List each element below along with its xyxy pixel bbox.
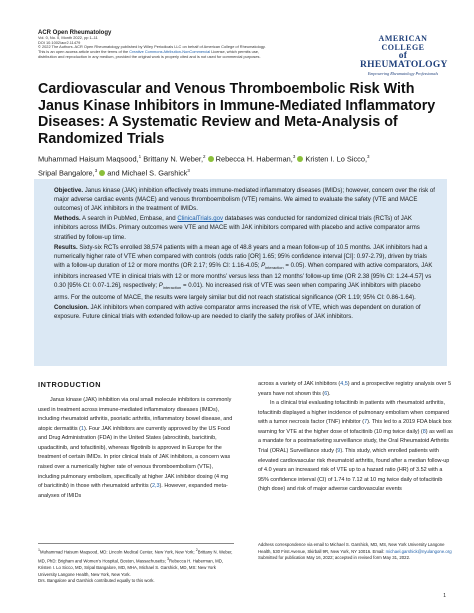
citation-link[interactable]: 1 [80, 425, 84, 432]
correspondence-text [258, 542, 454, 555]
affiliation-marker: 1 [138, 154, 142, 159]
affiliation-entry: Rebecca H. Haberman, MD, Kristen I. Lo Sicco, MD, Sripal Bangalore, MD, MHA, Michael S. Garshick, MD, MS: New York University Langone Health, New York, New York. [38, 558, 224, 577]
affiliation-marker: 2 [195, 548, 198, 552]
abstract-conclusion [44, 303, 437, 321]
author-name: Sripal Bangalore, [38, 168, 95, 178]
journal-doi: DOI 10.1002/acr2.11479 [38, 39, 81, 45]
abstract-text: databases was conducted for randomized clinical trials (RCTs) of JAK inhibitors across IMIDs. Primary outcomes were VTE and MACE with JAK inhibitors compared with placebo and active comparator arms stratified by follow-up time. [54, 215, 420, 241]
body-text: ) as well as a mandate for a postmarketing surveillance study, the Oral Rheumatoid Arthritis Trial (ORAL) Surveillance study ( [258, 428, 453, 455]
author-line-2 [38, 165, 458, 179]
email-link[interactable]: michael.garshick@nyulangone.org [385, 548, 452, 554]
affiliation-marker: 1 [38, 548, 40, 552]
affiliation-marker: 3 [94, 167, 98, 173]
journal-volume: Vol. 0, No. 0, Month 2022, pp 1–11 [38, 35, 98, 40]
affiliation-entry: Muhammad Haisum Maqsood, MD: Lincoln Medical Center, New York, New York; [40, 549, 196, 555]
body-text: ). Four JAK inhibitors are currently approved by the US Food and Drug Administration (FDA) in the United States (abrocitinib, baricitinib, upadacitinib, and tofacitinib), whereas filgotinib is approved in Europe for the treatment of certain IMIDs. In prior clinical trials of JAK inhibitors, a concern was raised over a numerically higher rate of venous thromboembolism (VTE), including pulmonary embolism, specifically at higher JAK inhibitor dosing (4 mg of baricitinib) in those with rheumatoid arthritis ( [38, 425, 231, 490]
page-number: 1 [443, 593, 446, 599]
abstract-heading: Results. [54, 243, 78, 251]
abstract-text: Sixty-six RCTs enrolled 38,574 patients with a mean age of 48.8 years and a mean follow-up of 10.5 months. JAK inhibitors had a numerically higher rate of VTE when compared with controls (odds ratio [OR] 1.65; 95% confidence interval [CI]: 0.97-2.79), driven by trials with a follow-up duration of 12 or more months (OR 2.17; 95% CI: 1.16-4.05; [54, 243, 428, 269]
article-title: Cardiovascular and Venous Thromboembolic Risk With Janus Kinase Inhibitors in Immune-Mediated Inflammatory Diseases: A Systematic Review and Meta-Analysis of Randomized Trials [38, 81, 436, 147]
journal-name: ACR Open Rheumatology [38, 30, 112, 36]
intro-paragraph [258, 399, 454, 495]
license-line-2: distribution and reproduction in any medium, provided the original work is properly cited and is not used for commercial purposes. [38, 53, 261, 59]
citation-link[interactable]: 2,3 [151, 483, 160, 490]
affiliation-marker: 2 [203, 154, 206, 159]
body-text: across a variety of JAK inhibitors ( [258, 381, 341, 387]
copyright-line: © 2022 The Authors. ACR Open Rheumatology published by Wiley Periodicals LLC on behalf of American College of Rheumatology. [38, 44, 266, 50]
affiliation-marker: 3 [292, 154, 296, 159]
affiliation-marker: 3 [367, 154, 370, 159]
correspondence-address: Address correspondence via email to Michael S. Garshick, MD, MS, New York University Langone Health, 530 First Avenue, Skirball 9R, New York, NY 10016. Email: [258, 542, 445, 554]
section-heading: INTRODUCTION [38, 380, 102, 389]
intro-paragraph [258, 380, 454, 399]
citation-link[interactable]: 6 [324, 390, 328, 397]
license-text: License, which permits use, [210, 49, 260, 55]
body-text: ) and a prospective registry analysis over 5 years have not shown this ( [258, 381, 452, 397]
body-text: Janus kinase (JAK) inhibition via oral small molecule inhibitors is commonly used in treatment across immune-mediated inflammatory diseases (IMIDs), including rheumatoid arthritis, psoriatic arthritis, inflammatory bowel disease, and atopic dermatitis ( [38, 397, 233, 432]
correspondence-footnote [258, 542, 454, 562]
abstract-heading: Conclusion. [54, 303, 89, 311]
author-name: Muhammad Haisum Maqsood, [38, 154, 139, 164]
citation-link[interactable]: 8 [422, 428, 426, 435]
citation-link[interactable]: 7 [364, 419, 368, 426]
abstract-text: A search in PubMed, Embase, and [80, 215, 178, 223]
logo-tagline: Empowering Rheumatology Professionals [367, 71, 439, 76]
logo-line-2: of RHEUMATOLOGY [360, 51, 448, 70]
author-name: Rebecca H. Haberman, [213, 154, 293, 164]
affiliation-text [38, 547, 234, 578]
p-value-subscript: interaction [265, 265, 284, 271]
license-link[interactable]: Creative Commons Attribution-NonCommercial [129, 49, 211, 55]
abstract-box [34, 179, 447, 366]
clinicaltrials-link[interactable]: ClinicalTrials.gov [177, 215, 224, 223]
author-name: Kristen I. Lo Sicco, [303, 154, 368, 164]
p-value-subscript: interaction [162, 285, 182, 291]
affiliation-entry: Brittany N. Weber, MD, PhD: Brigham and Women’s Hospital, Boston, Massachusetts; [38, 549, 233, 564]
abstract-results [44, 243, 437, 302]
citation-link[interactable]: 4,5 [340, 381, 348, 387]
body-text: ). [327, 390, 331, 397]
abstract-text: Janus kinase (JAK) inhibition effectively treats immune-mediated inflammatory diseases (IMIDs); however, concern over the risk of major adverse cardiac events (MACE) and venous thromboembolism (VTE) remains. We aimed to evaluate the safety (VTE and MACE outcomes) of JAK inhibitors in the treatment of IMIDs. [54, 187, 435, 213]
body-text: In a clinical trial evaluating tofacitinib in patients with rheumatoid arthritis, tofacitinib displayed a higher incidence of pulmonary embolism when compared with a tumor necrosis factor (TNF) inhibitor ( [258, 400, 450, 426]
author-line-1 [38, 151, 458, 165]
author-list [38, 151, 458, 179]
citation-link[interactable]: 9 [337, 448, 341, 455]
body-text: ). This study, which enrolled patients with elevated cardiovascular risk rheumatoid arthritis, found after a median follow-up of 4.0 years an increased risk of VTE up to a hazard ratio (HR) of 3.52 with a 95% confidence interval (CI) of 1.74 to 7.12 at 10 mg twice daily of tofacitinib (high dose) and risk of major adverse cardiovascular events [258, 448, 450, 493]
license-text: This is an open access article under the terms of the [38, 49, 130, 55]
abstract-methods [44, 214, 437, 241]
left-column [38, 380, 234, 501]
affiliation-marker: 3 [167, 557, 170, 562]
acr-logo [360, 34, 446, 76]
body-text: ). This led to a 2019 FDA black box warning for VTE at the higher dose of tofacitinib (10 mg twice daily) ( [258, 419, 452, 435]
affiliations-footnote [38, 543, 234, 585]
abstract-text: JAK inhibitors when compared with active comparator arms increased the risk of VTE, which was dependent on duration of exposure. Future clinical trials with extended follow-up are needed to clarify the safety profiles of JAK inhibitors. [54, 303, 421, 320]
equal-contribution-note: Drs. Bangalore and Garshick contributed equally to this work. [38, 578, 155, 584]
right-column [258, 380, 454, 495]
abstract-objective [44, 186, 437, 213]
abstract-text: = 0.01). No increased risk of VTE was seen when comparing JAK inhibitors with placebo arms. For the outcome of MACE, the results were largely similar but did not reach statistical significance (OR 1.19; 95% CI: 0.86-1.64). [54, 282, 421, 301]
author-name: and Michael S. Garshick [105, 168, 188, 178]
p-value-label: P [158, 282, 163, 290]
logo-line-1: AMERICAN COLLEGE [378, 34, 428, 52]
author-name: Brittany N. Weber, [141, 154, 204, 164]
submission-dates: Submitted for publication May 16, 2022; accepted in revised form May 31, 2022. [258, 555, 411, 561]
abstract-text: = 0.05). When compared with active comparators, JAK inhibitors increased VTE in clinical trials with 12 or more months’ versus less than 12 months’ follow-up time (OR 2.38 [95% CI: 1.24-4.57] vs 0.30 [95% CI: 0.07-1.26], respectively; [54, 261, 433, 290]
abstract-heading: Methods. [54, 215, 81, 223]
affiliation-marker: 3 [187, 167, 190, 173]
p-value-label: P [261, 261, 266, 269]
body-text: ). However, expanded meta-analyses of IMIDs [38, 483, 228, 499]
intro-paragraph [38, 396, 234, 501]
abstract-heading: Objective. [54, 187, 84, 194]
